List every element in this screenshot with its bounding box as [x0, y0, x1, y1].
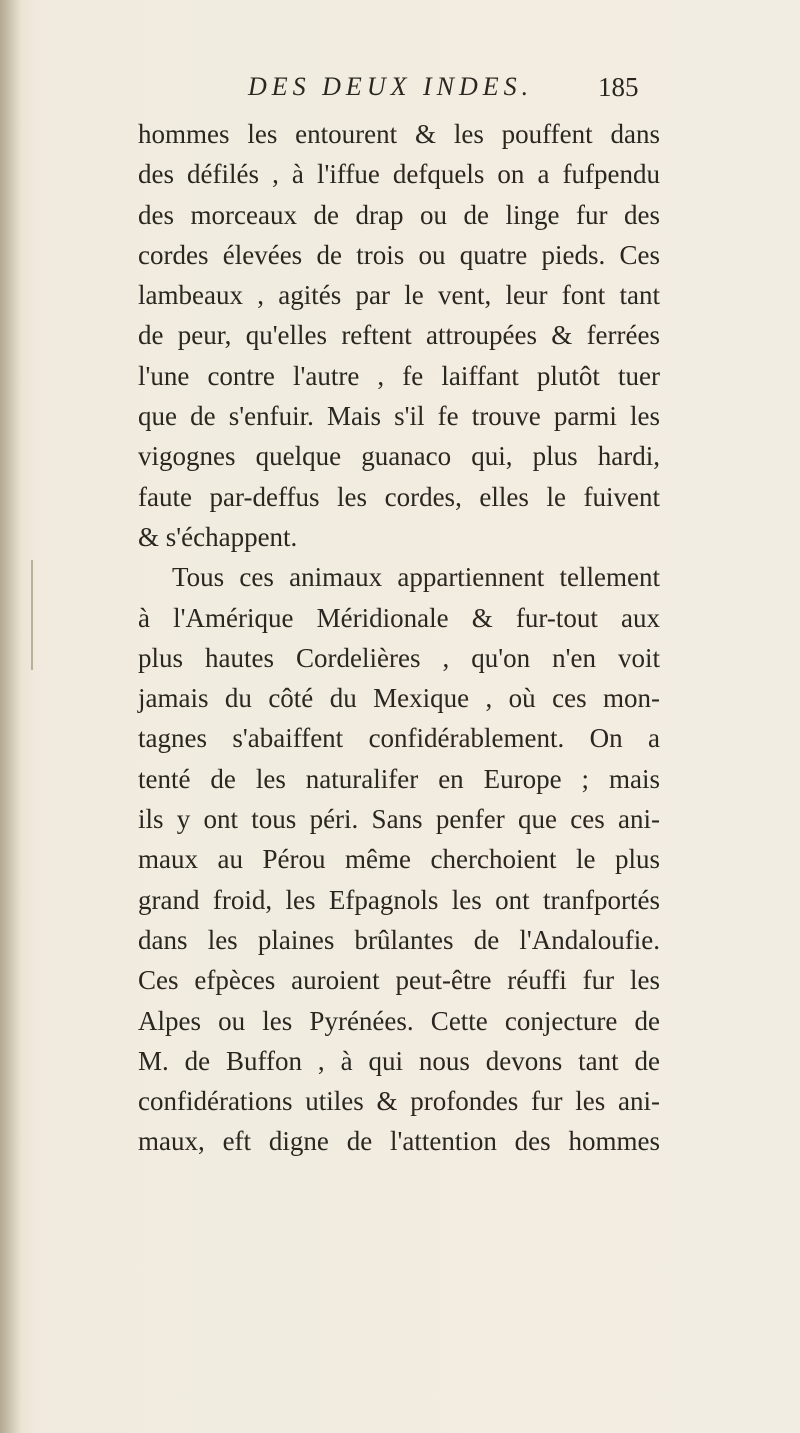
text-line: l'une contre l'autre , fe laiffant plutôt tuer	[138, 360, 660, 391]
text-line: confidérations utiles & profondes fur les ani-	[138, 1086, 660, 1117]
text-line: jamais du côté du Mexique , où ces mon-	[138, 683, 660, 714]
text-line: des morceaux de drap ou de linge fur des	[138, 199, 660, 230]
text-line: faute par-deffus les cordes, elles le fuivent	[138, 481, 660, 512]
text-line: tenté de les naturalifer en Europe ; mais	[138, 763, 660, 794]
text-line: à l'Amérique Méridionale & fur-tout aux	[138, 602, 660, 633]
text-line: Ces efpèces auroient peut-être réuffi fur les	[138, 965, 660, 996]
text-line: vigognes quelque guanaco qui, plus hardi,	[138, 441, 660, 472]
text-line: maux, eft digne de l'attention des hommes	[138, 1126, 660, 1157]
page-header	[0, 72, 800, 108]
text-line: tagnes s'abaiffent confidérablement. On a	[138, 723, 660, 754]
text-line: que de s'enfuir. Mais s'il fe trouve parmi les	[138, 401, 660, 432]
paragraph-start-line: Tous ces animaux appartiennent tellement	[172, 562, 660, 593]
running-title: DES DEUX INDES.	[248, 72, 534, 101]
text-line: maux au Pérou même cherchoient le plus	[138, 844, 660, 875]
text-line: lambeaux , agités par le vent, leur font tant	[138, 280, 660, 311]
text-line: dans les plaines brûlantes de l'Andaloufie.	[138, 924, 660, 955]
text-line: des défilés , à l'iffue defquels on a fufpendu	[138, 159, 660, 190]
text-line: de peur, qu'elles reftent attroupées & ferrées	[138, 320, 660, 351]
paragraph-end-line: & s'échappent.	[138, 521, 298, 552]
text-line: hommes les entourent & les pouffent dans	[138, 119, 660, 149]
text-line: grand froid, les Efpagnols les ont tranfportés	[138, 884, 660, 915]
text-line: cordes élevées de trois ou quatre pieds. Ces	[138, 239, 660, 270]
page-number: 185	[598, 72, 639, 102]
gutter-mark	[31, 560, 33, 670]
text-line: plus hautes Cordelières , qu'on n'en voit	[138, 642, 660, 673]
gutter-shadow	[0, 0, 22, 1433]
text-line: Alpes ou les Pyrénées. Cette conjecture de	[138, 1005, 660, 1036]
text-line: ils y ont tous péri. Sans penfer que ces ani-	[138, 804, 660, 835]
body-text	[138, 114, 660, 1162]
text-line: M. de Buffon , à qui nous devons tant de	[138, 1045, 660, 1076]
